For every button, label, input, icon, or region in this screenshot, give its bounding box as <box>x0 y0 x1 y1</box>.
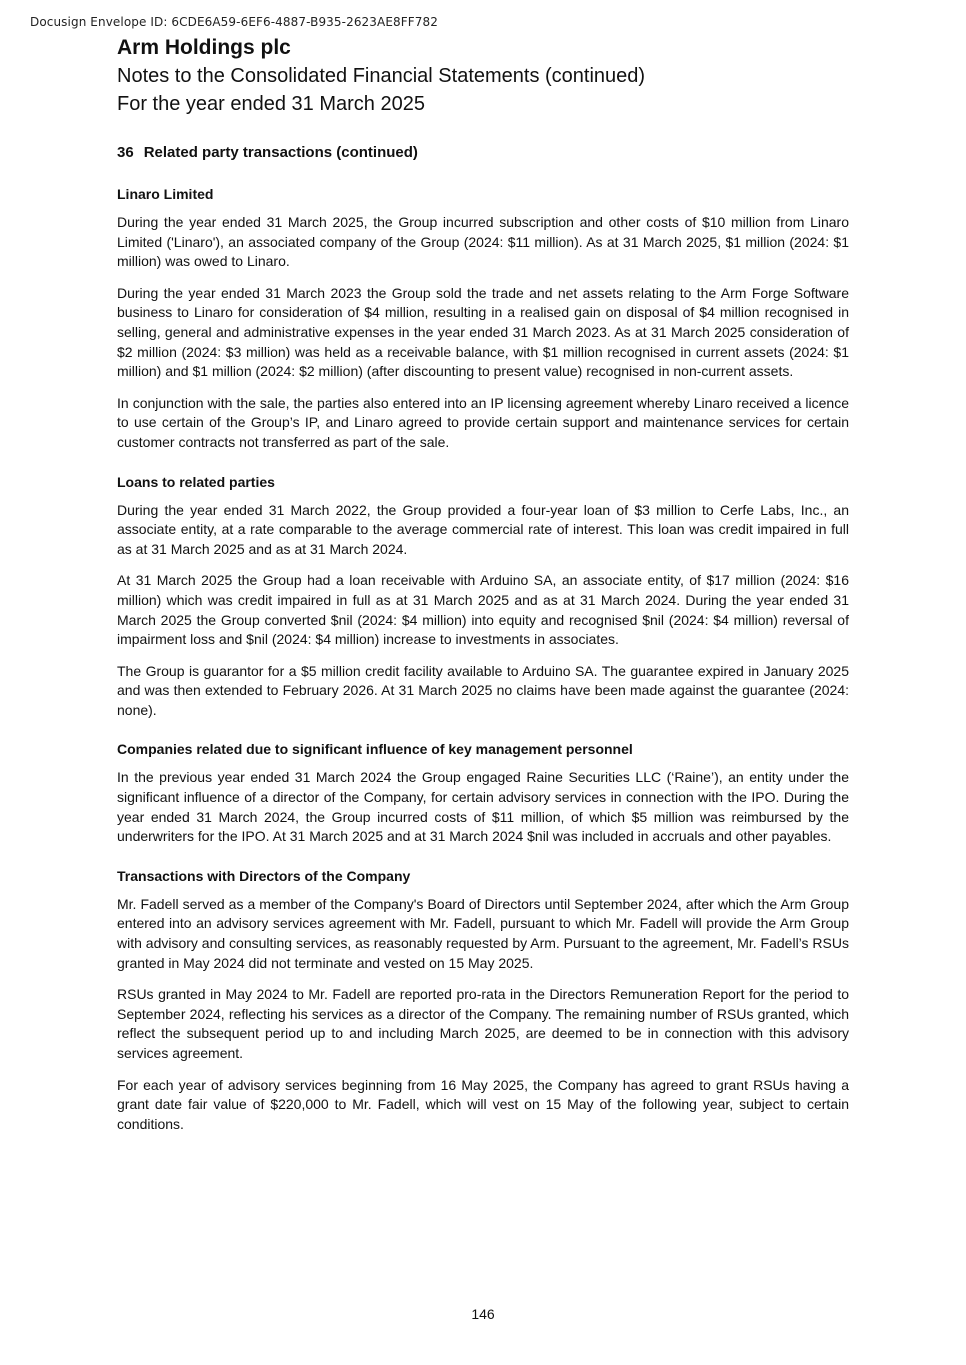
page-number: 146 <box>471 1306 495 1322</box>
subsection-heading-loans: Loans to related parties <box>117 473 275 490</box>
document-page <box>117 34 849 1134</box>
paragraph: RSUs granted in May 2024 to Mr. Fadell are reported pro-rata in the Directors Remuneration Report for the period to September 2024, reflecting his services as a director of the Company. The remaining number of RSUs granted, which reflect the subsequent period up to and including March 2025, are deemed to be in connection with this advisory services agreement. <box>117 986 849 1061</box>
paragraph: During the year ended 31 March 2025, the Group incurred subscription and other costs of $10 million from Linaro Limited ('Linaro'), an associated company of the Group (2024: $11 million). As at 31 March 2025, $1 million (2024: $1 million) was owed to Linaro. <box>117 214 849 270</box>
paragraph: Mr. Fadell served as a member of the Company's Board of Directors until September 2024, after which the Arm Group entered into an advisory services agreement with Mr. Fadell, pursuant to which Mr. Fadell will provide the Arm Group with advisory and consulting services, as reasonably requested by Arm. Pursuant to the agreement, Mr. Fadell’s RSUs granted in May 2024 did not terminate and vested on 15 May 2025. <box>117 895 849 971</box>
subsection-heading-key-management: Companies related due to significant influence of key management personnel <box>117 741 633 758</box>
paragraph: During the year ended 31 March 2022, the Group provided a four-year loan of $3 million to Cerfe Labs, Inc., an associate entity, at a rate comparable to the average commercial rate of interest. This loan was credit impaired in full as at 31 March 2025 and as at 31 March 2024. <box>117 501 849 557</box>
subsection-heading-linaro: Linaro Limited <box>117 186 214 202</box>
document-subtitle: Notes to the Consolidated Financial Statements (continued) <box>117 65 646 87</box>
paragraph: In the previous year ended 31 March 2024 the Group engaged Raine Securities LLC (‘Raine’), an entity under the significant influence of a director of the Company, for certain advisory services in connection with the IPO. During the year ended 31 March 2024, the Group incurred costs of $11 million, of which $5 million was reimbursed by the underwriters for the IPO. At 31 March 2025 and at 31 March 2024 $nil was included in accruals and other payables. <box>117 769 849 845</box>
paragraph: During the year ended 31 March 2023 the Group sold the trade and net assets relating to the Arm Forge Software business to Linaro for consideration of $4 million, resulting in a realised gain on disposal of $4 million recognised in selling, general and administrative expenses in the year ended 31 March 2023. As at 31 March 2025 consideration of $2 million (2024: $3 million) was held as a receivable balance, with $1 million recognised in current assets (2024: $1 million) and $1 million (2024: $2 million) (after discounting to present value) recognised in non-current assets. <box>117 284 849 380</box>
paragraph: The Group is guarantor for a $5 million credit facility available to Arduino SA. The guarantee expired in January 2025 and was then extended to February 2026. At 31 March 2025 no claims have been made against the guarantee (2024: none). <box>117 662 849 718</box>
document-period: For the year ended 31 March 2025 <box>117 93 425 115</box>
section-heading <box>117 143 849 163</box>
docusign-envelope-id: Docusign Envelope ID: 6CDE6A59-6EF6-4887-B935-2623AE8FF782 <box>30 15 438 29</box>
section-title: Related party transactions (continued) <box>143 144 418 161</box>
paragraph: At 31 March 2025 the Group had a loan receivable with Arduino SA, an associate entity, of $17 million (2024: $16 million) which was credit impaired in full as at 31 March 2025 and as at 31 March 2024. During the year ended 31 March 2025 the Group converted $nil (2024: $4 million) into equity and recognised $nil (2024: $4 million) reversal of impairment loss and $nil (2024: $4 million) increase to investments in associates. <box>117 572 849 648</box>
paragraph: In conjunction with the sale, the parties also entered into an IP licensing agreement whereby Linaro received a licence to use certain of the Group’s IP, and Linaro agreed to provide certain support and maintenance services for certain customer contracts not transferred as part of the sale. <box>117 394 849 450</box>
paragraph: For each year of advisory services beginning from 16 May 2025, the Company has agreed to grant RSUs having a grant date fair value of $220,000 to Mr. Fadell, which will vest on 15 May of the following year, subject to certain conditions. <box>117 1076 849 1132</box>
subsection-heading-directors: Transactions with Directors of the Company <box>117 867 411 884</box>
company-name: Arm Holdings plc <box>117 36 291 59</box>
section-number: 36 <box>117 144 134 161</box>
document-header <box>117 34 849 118</box>
